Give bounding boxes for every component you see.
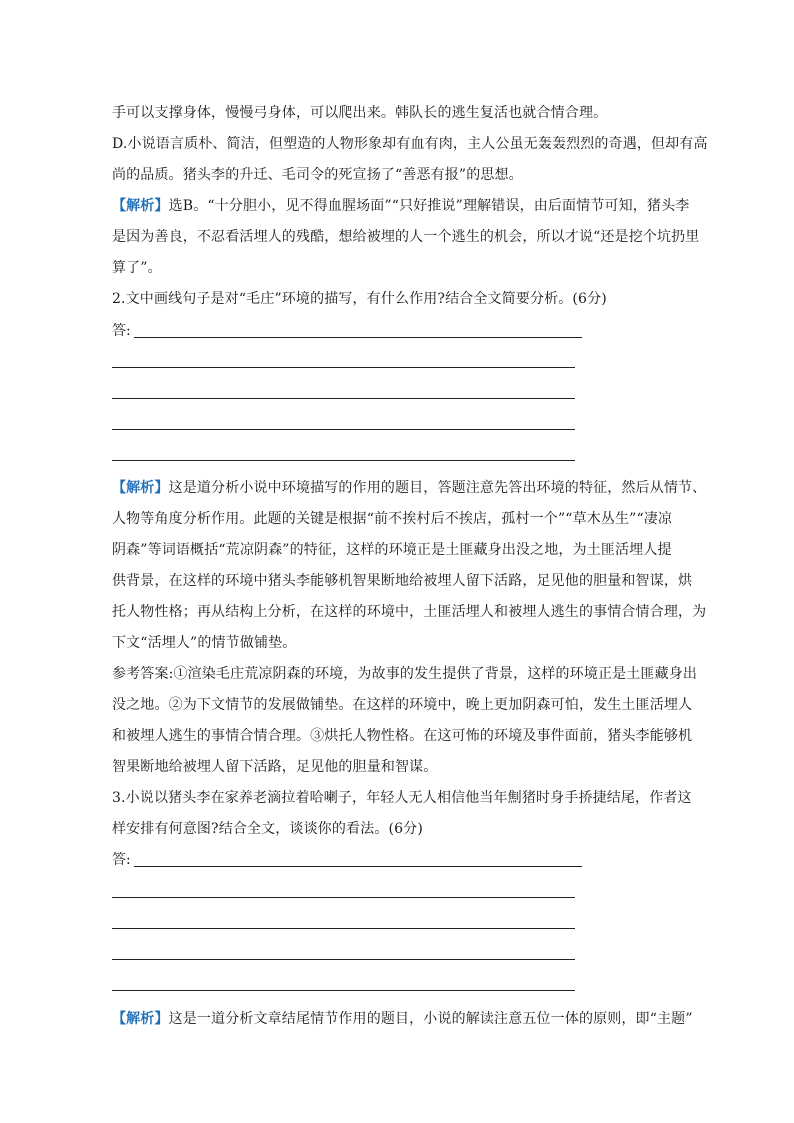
- question-3-line-2: 样安排有何意图?结合全文，谈谈你的看法。(6分): [112, 821, 423, 837]
- option-d-line-2: 尚的品质。猪头李的升迁、毛司令的死宣扬了“善恶有报”的思想。: [112, 167, 523, 183]
- question-3-line-1: 3.小说以猪头李在家养老滴拉着哈喇子，年轻人无人相信他当年劁猪时身手挢捷结尾，作者这: [112, 790, 692, 806]
- analysis-2-line-5: 托人物性格；再从结构上分析，在这样的环境中，土匪活埋人和被埋人逃生的事情合情合理，为: [112, 604, 707, 620]
- answer-line[interactable]: [112, 460, 575, 461]
- reference-answer-line-1: 参考答案:①渲染毛庄荒凉阴森的环境，为故事的发生提供了背景，这样的环境正是土匪藏身出: [112, 666, 698, 682]
- analysis-2-line-2: 人物等角度分析作用。此题的关键是根据“前不挨村后不挨店，孤村一个”“草木丛生”“凄凉: [112, 511, 673, 527]
- question-2: 2.文中画线句子是对“毛庄”环境的描写，有什么作用?结合全文简要分析。(6分): [112, 291, 607, 307]
- analysis-2-line-6: 下文“活埋人”的情节做铺垫。: [112, 635, 297, 651]
- answer-label: 答:: [112, 852, 131, 868]
- analysis-2-line-1: 【解析】这是道分析小说中环境描写的作用的题目，答题注意先答出环境的特征，然后从情节、: [112, 480, 707, 496]
- reference-answer-line-2: 没之地。②为下文情节的发展做铺垫。在这样的环境中，晚上更加阴森可怕，发生土匪活埋人: [112, 697, 693, 713]
- answer-line[interactable]: [112, 429, 575, 430]
- text-line: 手可以支撑身体，慢慢弓身体，可以爬出来。韩队长的逃生复活也就合情合理。: [112, 105, 608, 121]
- reference-answer-line-4: 智果断地给被埋人留下活路，足见他的胆量和智谋。: [112, 759, 438, 775]
- answer-line[interactable]: [112, 367, 575, 368]
- analysis-3-line-1: 【解析】这是一道分析文章结尾情节作用的题目，小说的解读注意五位一体的原则，即“主题”: [112, 1011, 693, 1027]
- answer-line[interactable]: [112, 897, 575, 898]
- analysis-tag: 【解析】: [112, 1011, 169, 1027]
- answer-line[interactable]: [112, 928, 575, 929]
- analysis-1-line-1: 【解析】选B。“十分胆小，见不得血腥场面”“只好推说”理解错误，由后面情节可知，猪头李: [112, 198, 690, 214]
- reference-answer-line-3: 和被埋人逃生的事情合情合理。③烘托人物性格。在这可怖的环境及事件面前，猪头李能够机: [112, 728, 693, 744]
- answer-label: 答:: [112, 323, 131, 339]
- analysis-1-line-3: 算了”。: [112, 260, 162, 276]
- answer-line[interactable]: [134, 337, 582, 338]
- analysis-tag: 【解析】: [112, 480, 169, 496]
- answer-line[interactable]: [112, 959, 575, 960]
- analysis-2-line-4: 供背景，在这样的环境中猪头李能够机智果断地给被埋人留下活路，足见他的胆量和智谋，烘: [112, 573, 693, 589]
- analysis-2-line-3: 阴森”等词语概括“荒凉阴森”的特征，这样的环境正是土匪藏身出没之地，为土匪活埋人提: [112, 542, 672, 558]
- analysis-1-line-2: 是因为善良，不忍看活埋人的残酷，想给被埋的人一个逃生的机会，所以才说“还是挖个坑扔里: [112, 229, 700, 245]
- answer-line[interactable]: [112, 990, 575, 991]
- analysis-tag: 【解析】: [112, 198, 169, 214]
- answer-line[interactable]: [134, 866, 582, 867]
- option-d-line-1: D.小说语言质朴、简洁，但塑造的人物形象却有血有肉，主人公虽无轰轰烈烈的奇遇，但却有高: [112, 136, 708, 152]
- answer-line[interactable]: [112, 398, 575, 399]
